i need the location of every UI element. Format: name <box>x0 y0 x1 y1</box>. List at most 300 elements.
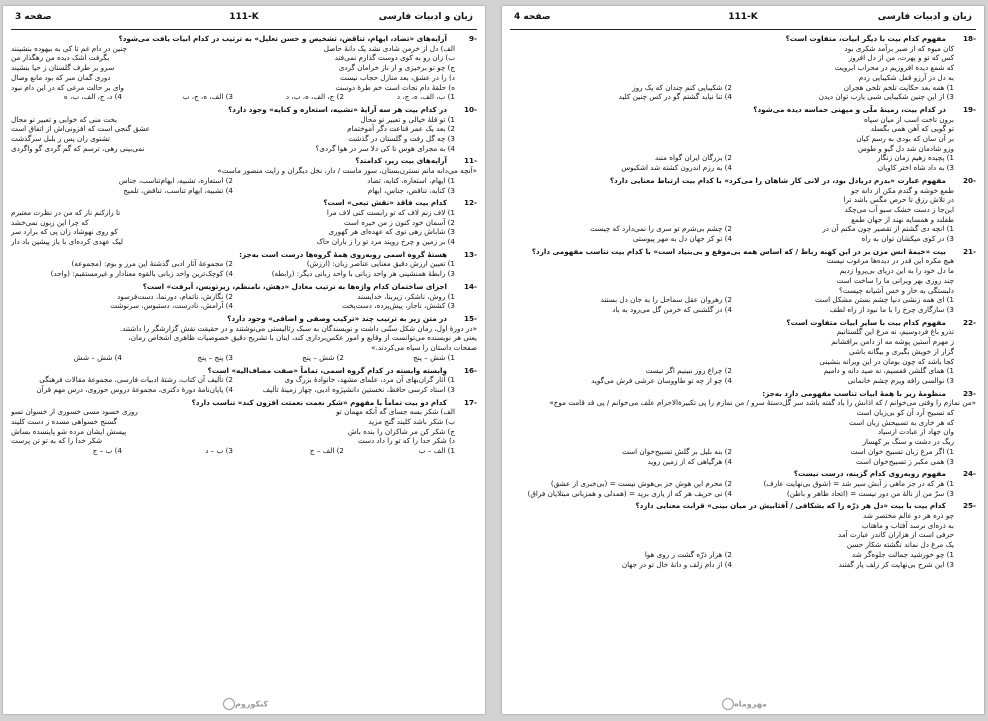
option-list <box>510 366 954 385</box>
answer-option: 2) مجموعهٔ آثار ادبی گذشتهٔ این مرز و بوم: (مجموعه) <box>71 259 233 269</box>
verse-line <box>510 521 954 531</box>
question-block <box>510 176 976 244</box>
page-footer <box>502 698 984 710</box>
verse-line <box>510 124 954 134</box>
answer-option: 2) شکیبایی کنم چندان که یک روز <box>632 82 732 92</box>
question-header <box>510 105 976 115</box>
verse-second-half <box>510 408 723 418</box>
question-block <box>510 34 976 102</box>
question-block <box>510 247 976 315</box>
answer-option: 2) چراغ روز نبینیم اگر نیست <box>645 366 732 376</box>
verse-second-half: چنین در دام غم تا کی به بیهوده بنشینند <box>11 43 127 53</box>
question-column <box>510 34 976 690</box>
verse-list <box>510 186 954 225</box>
answer-option: 2) استعاره، تشبیه، ایهام‌تناسب، جناس <box>118 175 233 185</box>
verse-line <box>510 186 954 196</box>
verse-first-half: که شمع دیده افروزیم در محراب ابرویت <box>834 63 954 73</box>
verse-line <box>11 44 455 54</box>
verse-line <box>11 227 455 237</box>
answer-option: 2) بزرگان ایران گواه منند <box>655 153 732 163</box>
question-number: 9- <box>469 34 477 43</box>
page-footer <box>3 698 485 710</box>
answer-option: 2) چشم بی‌شرم تو سری را نمی‌دارد که چیست <box>590 224 732 234</box>
question-header <box>510 318 976 328</box>
answer-option: 1) ایهام، استعاره، کنایه، تضاد <box>367 175 455 185</box>
answer-option: 1) آثار گران‌بهای آن مرد، علمای مشهد، خانوادهٔ بزرگ وی <box>284 375 455 385</box>
answer-option: 4) آرامش، نادرست، دستبوس، سرنوشت <box>110 301 233 311</box>
verse-second-half <box>510 530 723 540</box>
verse-second-half <box>510 256 723 266</box>
verse-first-half: ریگ در دشت و سنگ بر کهسار <box>862 437 954 447</box>
question-header <box>11 34 477 44</box>
verse-first-half: کجا باشد که چون بومان در این ویرانه بنشینی <box>819 356 954 366</box>
verse-line <box>11 63 455 73</box>
answer-option: 1) همه بعد حکایت تلخم تلخی هجران <box>843 82 954 92</box>
question-header <box>11 105 477 115</box>
question-block <box>11 366 477 395</box>
verse-first-half: حرفی است از هزاران کاندر عبارت آمد <box>838 530 954 540</box>
answer-option: 1) ب، الف، ه، ج، د <box>396 92 455 102</box>
verse-first-half: 2) آسمان خود کنون ز من خیره است <box>343 217 455 227</box>
question-block <box>11 156 477 195</box>
question-quote: «آنچه می‌دانه مانم نسترن‌بستان، سور ماست / دار، نخل دیگران و رایت منصور ماست» <box>217 166 477 176</box>
verse-first-half: د) شکر حدا را که تو را داد دست <box>357 436 455 446</box>
page-header <box>11 12 477 26</box>
answer-option: 4) د، ج، الف، ب، ه <box>63 92 122 102</box>
question-column <box>11 34 477 690</box>
answer-option: 1) اگر مرغ زبان تسبیح خوان است <box>850 446 954 456</box>
question-number: 21- <box>963 246 976 256</box>
question-number: 17- <box>464 397 477 407</box>
answer-option: 1) پچیده زهیم زمان زنگار <box>877 153 954 163</box>
question-header <box>11 314 477 324</box>
verse-line <box>510 327 954 337</box>
verse-line <box>11 115 455 125</box>
question-number: 16- <box>464 365 477 375</box>
page-header <box>510 12 976 26</box>
verse-first-half: دلبستگی به خار و خس آشیانه چیست؟ <box>839 285 954 295</box>
option-list <box>11 259 455 278</box>
answer-option: 2) ج، الف، ه، ب، د <box>285 92 344 102</box>
verse-line <box>11 436 455 446</box>
answer-option: 1) شش – پنج <box>413 352 455 362</box>
verse-first-half: که هر خاری به تسبیحش زبان است <box>849 417 954 427</box>
answer-option: 4) هرگیاهی که از زمین روید <box>647 456 732 466</box>
verse-list <box>510 327 954 366</box>
verse-second-half <box>510 63 723 73</box>
question-header <box>510 501 976 511</box>
verse-line <box>510 256 954 266</box>
verse-second-half <box>510 215 723 225</box>
verse-first-half: به دل دز آرزو قفل شکیبایی زدم <box>858 72 954 82</box>
question-number: 19- <box>963 104 976 114</box>
answer-option: 2) شش – پنج <box>302 352 344 362</box>
page-number: صفحه 3 <box>15 12 52 22</box>
question-number: 13- <box>464 249 477 259</box>
verse-line <box>510 337 954 347</box>
verse-list <box>11 407 455 446</box>
verse-line <box>510 408 954 418</box>
question-header <box>11 398 477 408</box>
verse-second-half: که چرا این زبون نمی‌خشد <box>11 217 89 227</box>
question-block <box>510 389 976 467</box>
verse-list <box>510 511 954 550</box>
question-header <box>11 366 477 376</box>
verse-first-half: ه) حلقهٔ دام نجات است خم طرهٔ دوست <box>335 82 455 92</box>
question-block <box>11 398 477 456</box>
verse-line <box>510 276 954 286</box>
option-list <box>510 224 954 243</box>
answer-option: 3) این شرح بی‌نهایت کز زلف یار گفتند <box>838 559 954 569</box>
verse-second-half: لیک عهدی کرده‌ای با باز پیشین باد دار <box>11 237 123 247</box>
question-block <box>11 34 477 102</box>
verse-line <box>510 144 954 154</box>
question-text: در متن زیر به ترتیب چند «ترکیب وصفی و اضافی» وجود دارد؟ <box>227 313 447 323</box>
verse-second-half <box>510 195 723 205</box>
question-block <box>11 105 477 154</box>
verse-second-half <box>510 347 723 357</box>
question-text: در کدام بیت هر سه آرایهٔ «تشبیه، استعاره و کنایه» وجود دارد؟ <box>228 104 447 114</box>
question-number: 20- <box>963 175 976 185</box>
subject-title: زبان و ادبیات فارسی <box>877 12 972 22</box>
question-number: 12- <box>464 198 477 208</box>
verse-line <box>11 208 455 218</box>
verse-second-half <box>510 276 723 286</box>
answer-option: 1) هر که در جز ماهی ز آبش سیر شد = (شوق بی‌نهایت عارف) <box>763 478 954 488</box>
question-number: 14- <box>464 281 477 291</box>
verse-second-half <box>510 44 723 54</box>
question-text: کدام بیت با بیت «دل هر ذرّه را که بشکافی / آفتابیش در میان بینی» قرابت معنایی دارد؟ <box>635 501 946 511</box>
question-quote: «من نمازم را وقتی می‌خوانم / که اذانش را باد گفته باشد سر گل‌دستهٔ سرو / من نمازم را پی تکبیرةالاحرام علف می‌خوانم / پی قد قامت موج» <box>549 398 976 408</box>
verse-first-half: وان جهاد از عبادت ازسیاد <box>877 427 954 437</box>
verse-second-half: تشنوی زان پس ز بلبل سرگذشت <box>11 134 111 144</box>
question-quote: «در دورهٔ اول، رمان شکل ستّنی داشت و نویسندگان به سبک رئالیستی می‌نوشتند و در حقیقت نقش گزارشگر را داشتند. <box>119 323 477 333</box>
question-number: 15- <box>464 313 477 323</box>
verse-second-half <box>510 134 723 144</box>
answer-option: 1) تعیین ارزش دقیق معنایی عناصر زبان: (ارزش) <box>306 259 455 269</box>
option-list <box>11 176 455 195</box>
verse-list <box>510 115 954 154</box>
answer-option: 3) به داد شاه اختر کاویان <box>877 163 954 173</box>
verse-second-half <box>510 357 723 367</box>
question-block <box>510 501 976 569</box>
question-block <box>510 105 976 173</box>
answer-option: 1) چو خورشید جمالت جلوه‌گر شد <box>851 549 954 559</box>
verse-second-half <box>510 286 723 296</box>
verse-first-half: ب) شکر باشد کلیند گنج مزید <box>368 417 455 427</box>
verse-second-half <box>510 144 723 154</box>
verse-first-half: د) را در عشق، بعد منازل حجاب نیست <box>340 72 455 82</box>
verse-second-half: دوری گمان مبر که بود مانع وصال <box>11 72 111 82</box>
answer-option: 3) از این چنین شکیبایی شبی یارب توان دیدن <box>818 92 954 102</box>
subject-title: زبان و ادبیات فارسی <box>378 12 473 22</box>
question-text: مفهوم کدام بیت با سایر ابیات متفاوت است؟ <box>786 317 946 327</box>
answer-option: 3) ب – د <box>205 446 233 456</box>
question-text: آرایه‌های «تضاد، ایهام، تناقض، تشخیص و حسن تعلیل» به ترتیب در کدام ابیات یافت می‌شود؟ <box>118 34 447 43</box>
question-header <box>510 469 976 479</box>
option-list <box>510 447 954 466</box>
verse-second-half <box>510 418 723 428</box>
verse-second-half: کو روی نهوشاد زان پی که برارد سر <box>11 227 118 237</box>
verse-second-half <box>510 521 723 531</box>
verse-first-half: گزار از خویش بگیری و بیگانه باشی <box>849 346 954 356</box>
footer-brand: کنکوروم <box>234 699 269 709</box>
verse-line <box>510 63 954 73</box>
question-header <box>510 176 976 186</box>
verse-line <box>11 427 455 437</box>
answer-option: 1) همای گلشن قفسیم، نه صید دانه و دامیم <box>823 366 954 376</box>
question-number: 25- <box>963 501 976 511</box>
verse-first-half: یک مرغ دل نماند نگشته شکار حسن <box>846 540 954 550</box>
verse-first-half: 3) چه گل رفت و گلستان در گذشت <box>348 134 455 144</box>
answer-option: 4) از دام زلف و دانهٔ خال تو در جهان <box>621 559 732 569</box>
question-header <box>510 34 976 44</box>
verse-line <box>510 115 954 125</box>
verse-line <box>510 511 954 521</box>
exam-code: 111-K <box>229 12 259 22</box>
option-list <box>11 446 455 456</box>
verse-line <box>11 237 455 247</box>
verse-line <box>510 195 954 205</box>
answer-option: 3) همی مکبر ز تسبیح‌خوان است <box>855 456 954 466</box>
question-block <box>510 469 976 498</box>
header-divider <box>11 29 477 30</box>
answer-option: 3) سازگاری چرخ را با ما نبود از راه لطف <box>829 304 954 314</box>
answer-option: 4) تنا نباید گشتم گو در کس چنین کلید <box>618 92 732 102</box>
verse-line <box>11 73 455 83</box>
question-number: 22- <box>963 317 976 327</box>
verse-first-half: برون تاخت اسب از میان سپاه <box>863 114 954 124</box>
verse-line <box>11 124 455 134</box>
question-block <box>11 250 477 279</box>
question-text: بیت «خیمهٔ انس مزن بر در این کهنه رباط / که اساس همه بی‌موقع و بی‌بنیاد است» با کدام بیت تناسب مفهومی دارد؟ <box>531 246 946 256</box>
question-header <box>11 250 477 260</box>
answer-option: 1) روش، ناشکر، زیربنا، خدایسند <box>357 291 455 301</box>
verse-line <box>510 44 954 54</box>
answer-option: 3) کنایه، تناقض، جناس، ایهام <box>367 185 455 195</box>
question-header <box>510 389 976 399</box>
answer-option: 4) در گلشنی که خرمن گل می‌رود به باد <box>612 304 732 314</box>
header-divider <box>510 29 976 30</box>
verse-first-half: چند روزی بهر ویرانی ما را ساخت است <box>836 275 954 285</box>
question-text: مفهوم روبه‌روی کدام گزینه، درست نیست؟ <box>793 469 946 479</box>
question-text: مفهوم کدام بیت با دیگر ابیات، متفاوت است؟ <box>785 34 946 43</box>
verse-line <box>510 266 954 276</box>
answer-option: 3) الف، ه، ج، ب <box>182 92 233 102</box>
answer-option: 3) کشش، ناجار، پیش‌پرده، دست‌پخت <box>341 301 455 311</box>
answer-option: 2) الف – ج <box>309 446 344 456</box>
verse-second-half <box>510 337 723 347</box>
verse-second-half <box>510 437 723 447</box>
answer-option: 3) پنج – پنج <box>197 352 233 362</box>
verse-first-half: 2) بعد یک عمر قناعت دگر آموختمام <box>347 124 455 134</box>
verse-first-half: در تلاش رزق تا حرص مگس باشد ترا <box>843 195 954 205</box>
question-text: در کدام بیت، زمینهٔ ملّی و میهنی حماسه دیده می‌شود؟ <box>753 104 946 114</box>
question-header <box>510 247 976 257</box>
verse-first-half: الف) دل از خرمن شادی نشد یک دانهٔ حاصل <box>323 43 455 53</box>
verse-line <box>510 418 954 428</box>
verse-first-half: 3) شاباش زهی توی که عهده‌ای هر کهوری <box>328 227 455 237</box>
verse-second-half <box>510 115 723 125</box>
question-text: منظومهٔ زیر با همهٔ ابیات تناسب مفهومی دارد به‌جز: <box>762 388 946 398</box>
answer-option: 3) رابطهٔ همنشینی هر واحد زبانی با واحد زبانی دیگر: (رابطه) <box>271 269 455 279</box>
verse-second-half: بگرفت اشک دیده من رهگذار من <box>11 53 110 63</box>
question-text: وابسته وابسته در کدام گروه اسمی، تماماً «صفت مضاف‌الیه» است؟ <box>207 365 447 375</box>
answer-option: 4) نی حریف هر که از یاری برید = (همدلی و همزبانی مبتلایان فراق) <box>527 488 732 498</box>
verse-first-half: ج) چو تو برخیزی و از ناز خرامان گردی <box>338 63 455 73</box>
question-text: اجزای ساختمان کدام واژه‌ها به ترتیب معادل «دهش، نامنظم، زیرتویس، آبرفت» است؟ <box>142 281 447 291</box>
verse-list <box>11 208 455 247</box>
option-list <box>510 479 954 498</box>
verse-second-half: گسنج خسواهی مسده ز دست کلیند <box>11 417 117 427</box>
verse-second-half <box>510 53 723 63</box>
verse-second-half: عشق گنجی است که افزونی‌اش از اتفاق است <box>11 124 150 134</box>
question-block <box>510 318 976 386</box>
verse-line <box>510 215 954 225</box>
answer-option: 1) انچه دی گشتم از تقصیر چون مکتم آن در <box>822 224 954 234</box>
brand-logo-icon <box>722 698 734 710</box>
question-text: هستهٔ گروه اسمی روبه‌روی همهٔ گروه‌ها درست است به‌جز: <box>239 249 447 259</box>
question-quote: یعنی هر نویسنده می‌توانست از وقایع و امور عکس‌برداری کند، اینان با تشریح دقیق خصوصیات ظاهری اشخاص رمان، <box>128 333 477 343</box>
answer-option: 2) تألیف آن کتاب، رشتهٔ ادبیات فارسی، مجموعهٔ مقالات فرهنگی <box>39 375 233 385</box>
answer-option: 4) تشبیه، ایهام تناسب، تناقض، تلمیح <box>123 185 233 195</box>
verse-first-half: طفلند و همسایه نهند از جهان طمع <box>851 214 954 224</box>
answer-option: 4) تو کز جهان دل به مهر پیوستی <box>632 234 732 244</box>
verse-list <box>11 115 455 154</box>
verse-second-half: بخت منی که خوابی و تعبیر تو محال <box>11 114 118 124</box>
answer-option: 3) در کوی میکشان توان به راه <box>861 234 954 244</box>
verse-second-half <box>510 327 723 337</box>
verse-first-half: تو گویی که آهن همی بگسلد <box>870 124 954 134</box>
verse-list <box>510 256 954 295</box>
verse-second-half: سرو بر طرف گلستان ز حیا بنشیند <box>11 63 115 73</box>
question-text: آرایه‌های بیت زیر، کدامند؟ <box>355 156 447 166</box>
question-number: 23- <box>963 388 976 398</box>
verse-first-half: کس که تو و پهرت، من از دل افروز <box>848 53 954 63</box>
verse-second-half: شکر خدا را که به تو تن پرست <box>11 436 103 446</box>
verse-first-half: 4) به مجرای هوس تا کی دلا سر در هوا گردی؟ <box>315 143 455 153</box>
verse-second-half: وای بر حالت مرغی که در این دام نبود <box>11 82 124 92</box>
option-list <box>510 83 954 102</box>
verse-line <box>510 134 954 144</box>
verse-line <box>11 144 455 154</box>
verse-first-half: 1) تو قلهٔ خیالی و تعبیر تو محال <box>360 114 455 124</box>
verse-first-half: ز مهرم آستین پوشه مه از دامن برافشانم <box>831 337 954 347</box>
verse-second-half: روزی خسود مسی خسوری از خسوان تسو <box>11 407 138 417</box>
verse-line <box>11 83 455 93</box>
verse-line <box>510 347 954 357</box>
verse-first-half: بر آن سان که بودی به رسم کیان <box>856 134 954 144</box>
verse-line <box>510 530 954 540</box>
option-list <box>11 353 455 363</box>
verse-line <box>510 73 954 83</box>
answer-option: 4) ب – ج <box>92 446 122 456</box>
verse-line <box>11 218 455 228</box>
brand-logo-icon <box>223 698 235 710</box>
question-number: 18- <box>963 34 976 43</box>
verse-first-half: الف) شکر بسه جسای گه آنکه مهمان تو <box>336 407 455 417</box>
answer-option: 1) ای همه زنشی دنیا چشم بستن مشکل است <box>815 295 954 305</box>
verse-list <box>510 408 954 447</box>
answer-option: 4) چو از چه تو طاووسان عرشی فرش می‌گوید <box>591 375 732 385</box>
verse-second-half: نمی‌بینی رهی، ترسم که گم گردی گو واگردی <box>11 143 145 153</box>
verse-line <box>11 134 455 144</box>
option-list <box>11 375 455 394</box>
answer-option: 2) هزار ذرّه گشت ز روی هوا <box>644 549 732 559</box>
question-number: 10- <box>464 104 477 114</box>
verse-first-half: 4) بر زمین و چرخ رویند مرد تو را ز باران حاک <box>316 237 455 247</box>
verse-second-half: پیسش ایشان مرده شو پاینسده بساش <box>11 426 127 436</box>
option-list <box>510 550 954 569</box>
page-number: صفحه 4 <box>514 12 551 22</box>
verse-first-half: که تسبیح آرد آن کو بی‌زبان است <box>856 408 954 418</box>
verse-first-half: ب) زان رو به کوی دوست گذارم نمی‌فتد <box>334 53 455 63</box>
question-header <box>11 156 477 166</box>
question-header <box>11 282 477 292</box>
answer-option: 3) سرّ من از نالهٔ من دور نیست = (اتحاد ظاهر و باطن) <box>786 488 954 498</box>
verse-first-half: وزو شادمان شد دل گیو و طوس <box>857 143 954 153</box>
option-list <box>510 295 954 314</box>
question-text: کدام بیت فاقد «نقش تبعی» است؟ <box>323 198 447 208</box>
verse-second-half <box>510 266 723 276</box>
answer-option: 1) الف – ب <box>418 446 455 456</box>
verse-second-half <box>510 124 723 134</box>
verse-line <box>510 437 954 447</box>
verse-list <box>510 44 954 83</box>
verse-line <box>11 417 455 427</box>
verse-line <box>510 357 954 367</box>
option-list <box>510 153 954 172</box>
answer-option: 4) شش – شش <box>73 352 122 362</box>
verse-first-half: ج) شکر کن مر شاکران را بنده باش <box>347 426 455 436</box>
question-block <box>11 314 477 363</box>
question-block <box>11 282 477 311</box>
verse-first-half: هیچ مکره این قدر در دیده‌ها مرغوب نیست <box>826 256 954 266</box>
answer-option: 3) استاد کرسی حافظ، نخستین دانشپژوه ادبی، چهار زمینهٔ تألیف <box>262 384 455 394</box>
question-text: کدام دو بیت تماماً با مفهوم «شکر نعمت نعمتت افزون کند» تناسب دارد؟ <box>191 397 447 407</box>
question-number: 24- <box>963 469 976 479</box>
verse-first-half: کان میوه که از صبر برآمد شکری بود <box>844 43 954 53</box>
verse-line <box>510 540 954 550</box>
verse-line <box>510 286 954 296</box>
answer-option: 2) محرم این هوش جز بی‌هوش نیست = (بی‌خبری از عشق) <box>550 478 732 488</box>
verse-first-half: ما دل خود را به این دریای بی‌پروا زدیم <box>839 266 954 276</box>
verse-line <box>11 407 455 417</box>
answer-option: 4) به رزم اندرون کشته شد اشکبوس <box>621 163 732 173</box>
verse-line <box>510 427 954 437</box>
verse-first-half: چو ذره هر دو عالم مختصر شد <box>863 511 954 521</box>
verse-first-half: 1) لاف زنم لاف که تو رابست کنی لاف مرا <box>326 207 455 217</box>
answer-option: 3) نوالسی رافه ویرم چشم خانمانی <box>847 375 954 385</box>
question-header <box>11 198 477 208</box>
exam-page-3 <box>3 6 485 714</box>
question-block <box>11 198 477 247</box>
verse-second-half <box>510 73 723 83</box>
verse-first-half: تذرو باغ فردوسیم، نه مرغ این گلستانیم <box>836 327 954 337</box>
verse-line <box>11 53 455 63</box>
verse-second-half <box>510 205 723 215</box>
verse-line <box>510 205 954 215</box>
option-list <box>11 292 455 311</box>
verse-list <box>11 44 455 93</box>
answer-option: 2) نگارش، ناتمام، دورنما، دست‌فرسود <box>117 291 233 301</box>
answer-option: 4) پایان‌نامهٔ دورهٔ دکتری، مجموعهٔ دروس حوزوی، درس مهم قرآن <box>36 384 233 394</box>
answer-option: 2) بنه بلبل بر گلش تسبیح‌خوان است <box>622 446 732 456</box>
option-list <box>11 92 455 102</box>
footer-brand: مهروماه <box>734 699 767 709</box>
verse-second-half <box>510 186 723 196</box>
answer-option: 4) کوچک‌ترین واحد زبانی بالقوه معنادار و غیرمستقیم: (واحد) <box>50 269 233 279</box>
